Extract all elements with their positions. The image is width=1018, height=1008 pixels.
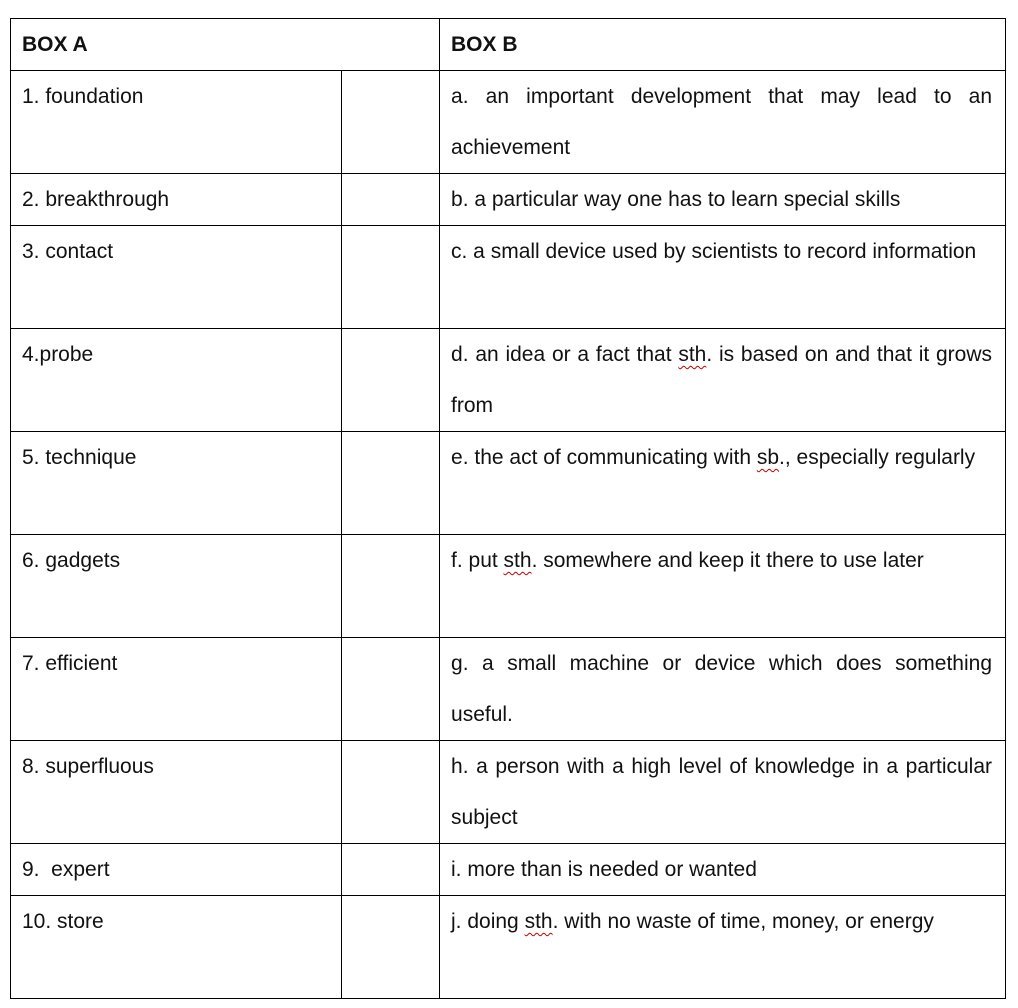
table-row: [11, 741, 1006, 844]
answer-blank: [342, 638, 440, 741]
table-row: [11, 896, 1006, 999]
answer-blank: [342, 535, 440, 638]
header-row: [11, 19, 1006, 71]
spellcheck-underline: sth: [524, 910, 553, 933]
term-cell: 9. expert: [11, 844, 342, 896]
definition-cell: g. a small machine or device which does something useful.: [440, 638, 1006, 741]
term-cell: 8. superfluous: [11, 741, 342, 844]
answer-blank: [342, 844, 440, 896]
definition-cell: f. put sth. somewhere and keep it there to use later: [440, 535, 1006, 638]
answer-blank: [342, 226, 440, 329]
definition-cell: e. the act of communicating with sb., especially regularly: [440, 432, 1006, 535]
term-cell: 10. store: [11, 896, 342, 999]
answer-blank: [342, 71, 440, 174]
answer-blank: [342, 896, 440, 999]
definition-cell: d. an idea or a fact that sth. is based on and that it grows from: [440, 329, 1006, 432]
box-a-header: BOX A: [11, 19, 440, 71]
table-row: [11, 329, 1006, 432]
term-cell: 6. gadgets: [11, 535, 342, 638]
answer-blank: [342, 432, 440, 535]
term-cell: 3. contact: [11, 226, 342, 329]
table-row: [11, 226, 1006, 329]
box-b-header: BOX B: [440, 19, 1006, 71]
table-row: [11, 535, 1006, 638]
answer-blank: [342, 329, 440, 432]
table-row: [11, 432, 1006, 535]
definition-cell: i. more than is needed or wanted: [440, 844, 1006, 896]
definition-cell: c. a small device used by scientists to record information: [440, 226, 1006, 329]
matching-table: [10, 18, 1006, 999]
answer-blank: [342, 741, 440, 844]
term-cell: 4.probe: [11, 329, 342, 432]
table-row: [11, 71, 1006, 174]
term-cell: 1. foundation: [11, 71, 342, 174]
table-row: [11, 844, 1006, 896]
spellcheck-underline: sth: [503, 549, 532, 572]
spellcheck-underline: sth: [678, 343, 707, 366]
term-cell: 5. technique: [11, 432, 342, 535]
term-cell: 7. efficient: [11, 638, 342, 741]
spellcheck-underline: sb: [756, 446, 780, 469]
table-row: [11, 638, 1006, 741]
definition-cell: b. a particular way one has to learn special skills: [440, 174, 1006, 226]
table-row: [11, 174, 1006, 226]
definition-cell: j. doing sth. with no waste of time, money, or energy: [440, 896, 1006, 999]
term-cell: 2. breakthrough: [11, 174, 342, 226]
definition-cell: a. an important development that may lead to an achievement: [440, 71, 1006, 174]
definition-cell: h. a person with a high level of knowledge in a particular subject: [440, 741, 1006, 844]
answer-blank: [342, 174, 440, 226]
